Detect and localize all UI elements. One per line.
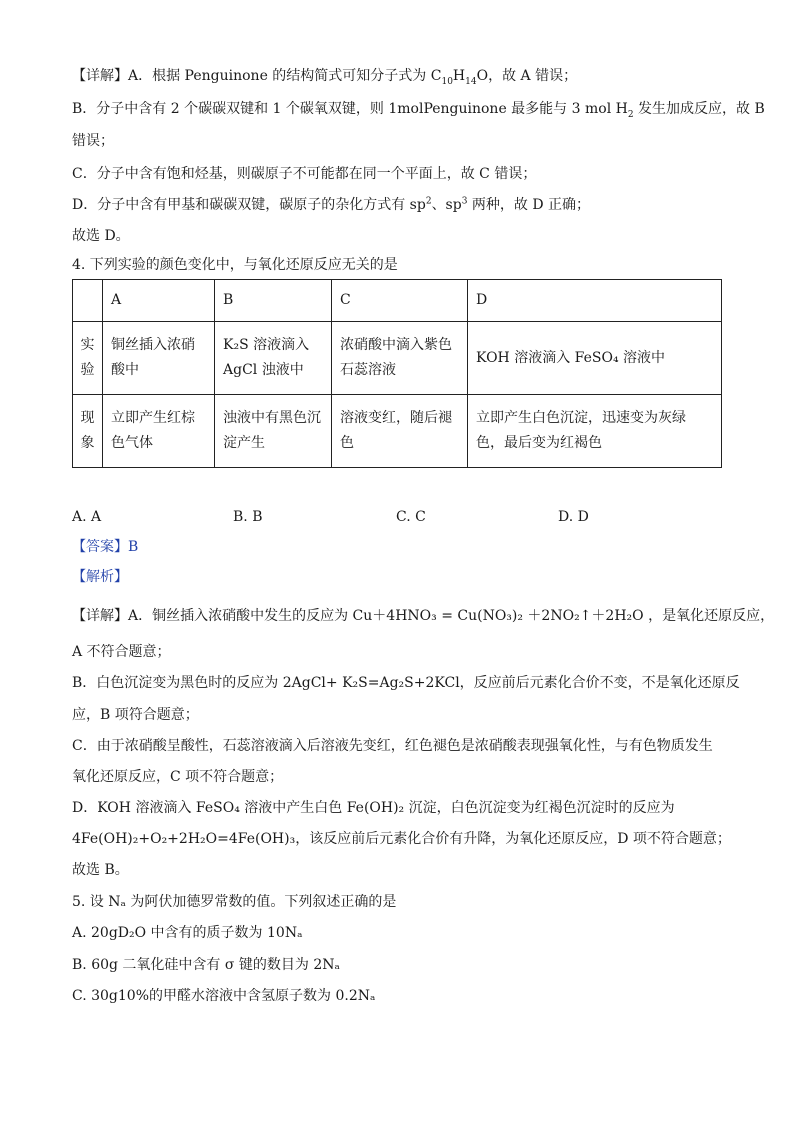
row-label-phenomenon: 现象 xyxy=(73,395,103,468)
q4-detail-line-3: B．白色沉淀变为黑色时的反应为 2AgCl+ K₂S=Ag₂S+2KCl，反应前后元素化合价不变，不是氧化还原反 xyxy=(72,675,740,691)
q4-option-c: C. C xyxy=(396,509,426,525)
q4-detail-line-8: 4Fe(OH)₂+O₂+2H₂O=4Fe(OH)₃，该反应前后元素化合价有升降，为氧化还原反应，D 项不符合题意； xyxy=(72,831,731,847)
q3-detail-line-4: C．分子中含有饱和烃基，则碳原子不可能都在同一个平面上，故 C 错误； xyxy=(72,166,537,182)
table-row-experiment xyxy=(73,322,722,395)
q4-conclusion: 故选 B。 xyxy=(72,862,129,878)
row-label-experiment: 实验 xyxy=(73,322,103,395)
table-header-row xyxy=(73,280,722,322)
q4-option-d: D. D xyxy=(558,509,589,525)
q4-detail-line-5: C．由于浓硝酸呈酸性，石蕊溶液滴入后溶液先变红，红色褪色是浓硝酸表现强氧化性，与有色物质发生 xyxy=(72,738,713,754)
table-row-phenomenon xyxy=(73,395,722,468)
q5-option-c: C. 30g10%的甲醛水溶液中含氢原子数为 0.2Nₐ xyxy=(72,988,376,1004)
col-header-b: B xyxy=(215,280,332,322)
cell-phenomenon-d: 立即产生白色沉淀，迅速变为灰绿色，最后变为红褐色 xyxy=(468,395,722,468)
cell-experiment-b: K₂S 溶液滴入 AgCl 浊液中 xyxy=(215,322,332,395)
q4-experiment-table xyxy=(72,279,722,468)
q5-option-a: A. 20gD₂O 中含有的质子数为 10Nₐ xyxy=(72,925,303,941)
q3-detail-line-5: D．分子中含有甲基和碳碳双键，碳原子的杂化方式有 $sp^2$、$sp^3$ 两种，故 D 正确； xyxy=(72,196,591,213)
q3-detail-line-2: B．分子中含有 2 个碳碳双键和 1 个碳氧双键，则 1molPenguinone 最多能与 3 mol $H_2$ 发生加成反应，故 B xyxy=(72,101,765,120)
cell-experiment-a: 铜丝插入浓硝酸中 xyxy=(103,322,215,395)
q4-detail-line-6: 氧化还原反应，C 项不符合题意； xyxy=(72,769,284,785)
q3-detail-line-3: 错误； xyxy=(72,133,114,149)
q4-stem: 4. 下列实验的颜色变化中，与氧化还原反应无关的是 xyxy=(72,257,398,273)
q4-detail-line-2: A 不符合题意； xyxy=(72,644,171,660)
q5-option-b: B. 60g 二氧化硅中含有 σ 键的数目为 2Nₐ xyxy=(72,957,340,973)
q4-detail-line-1: 【详解】A．铜丝插入浓硝酸中发生的反应为 Cu＋4HNO₃ = Cu(NO₃)₂ ＋2NO₂↑＋2H₂O ，是氧化还原反应， xyxy=(72,608,775,624)
col-header-c: C xyxy=(332,280,468,322)
cell-experiment-c: 浓硝酸中滴入紫色石蕊溶液 xyxy=(332,322,468,395)
q3-detail-line-1: 【详解】A．根据 Penguinone 的结构简式可知分子式为 $C_{10}H_{14}O$，故 A 错误； xyxy=(72,68,578,87)
cell-phenomenon-c: 溶液变红，随后褪色 xyxy=(332,395,468,468)
q5-stem: 5. 设 Nₐ 为阿伏加德罗常数的值。下列叙述正确的是 xyxy=(72,894,397,910)
q4-detail-line-7: D．KOH 溶液滴入 FeSO₄ 溶液中产生白色 Fe(OH)₂ 沉淀，白色沉淀变为红褐色沉淀时的反应为 xyxy=(72,800,675,816)
col-header-d: D xyxy=(468,280,722,322)
q3-conclusion: 故选 D。 xyxy=(72,228,130,244)
cell-phenomenon-b: 浊液中有黑色沉淀产生 xyxy=(215,395,332,468)
cell-experiment-d: KOH 溶液滴入 FeSO₄ 溶液中 xyxy=(468,322,722,395)
q4-analysis-heading: 【解析】 xyxy=(72,569,128,585)
table-corner-cell xyxy=(73,280,103,322)
col-header-a: A xyxy=(103,280,215,322)
q4-option-a: A. A xyxy=(72,509,102,525)
q4-option-b: B. B xyxy=(233,509,263,525)
q4-answer: 【答案】B xyxy=(72,539,139,555)
cell-phenomenon-a: 立即产生红棕色气体 xyxy=(103,395,215,468)
q4-detail-line-4: 应，B 项符合题意； xyxy=(72,707,199,723)
